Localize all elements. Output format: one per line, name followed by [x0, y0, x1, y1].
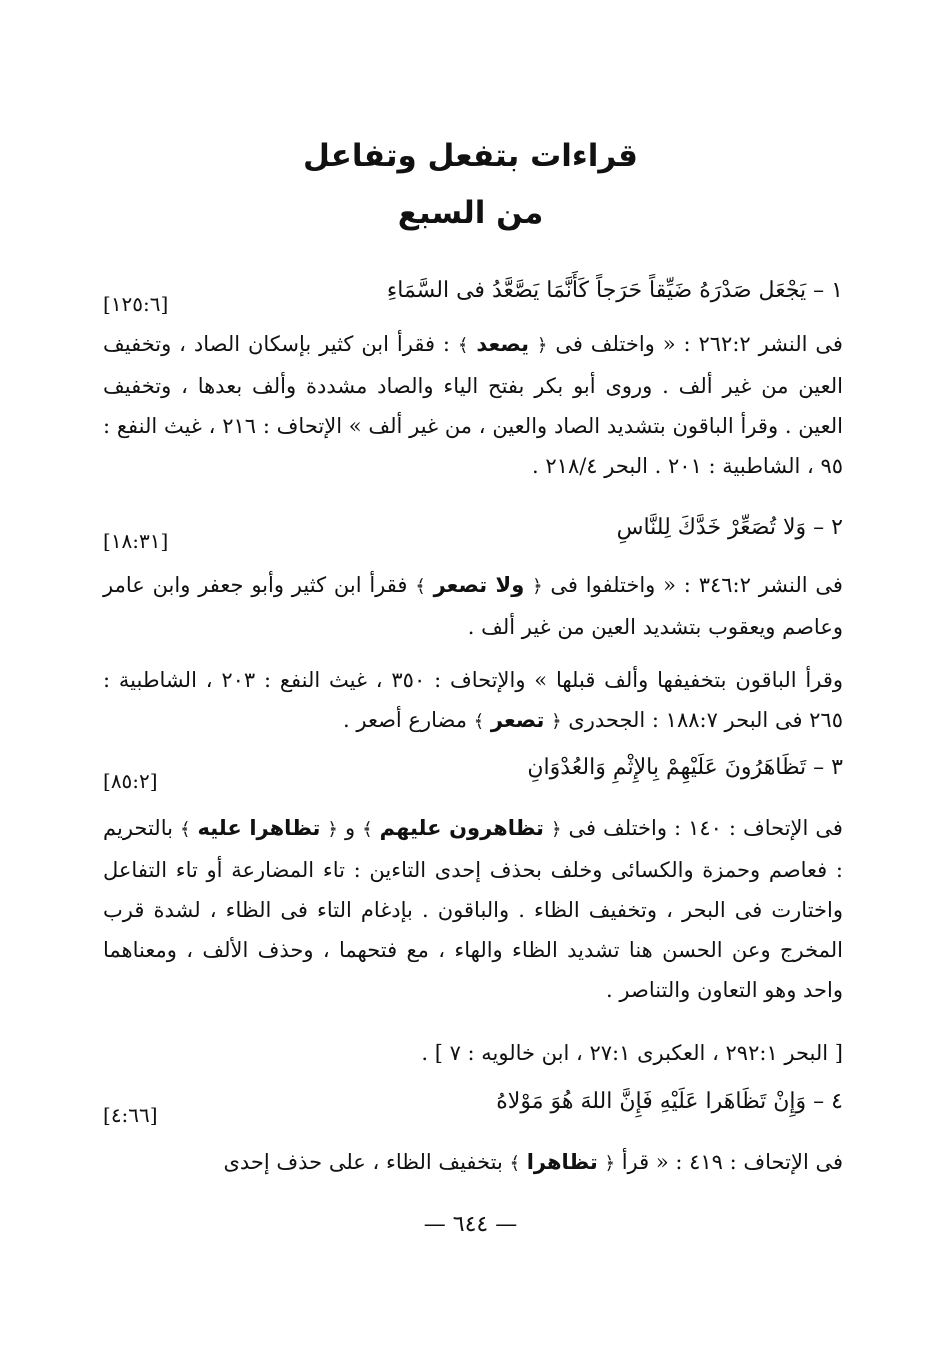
highlighted-word: تظاهرا [526, 1150, 598, 1174]
verse-text: ٢ – وَلا تُصَعِّرْ خَدَّكَ لِلنَّاسِ [616, 515, 843, 540]
verse-line-2 [103, 515, 843, 555]
verse-quote: يَجْعَل صَدْرَهُ ضَيِّقاً حَرَجاً كَأَنَّمَا يَصَّعَّدُ فى السَّمَاءِ [386, 278, 807, 303]
verse-number: ١ [831, 278, 843, 303]
page-number: — ٦٤٤ — [423, 1212, 518, 1237]
verse-line-3 [103, 755, 843, 795]
commentary-paragraph: فى النشر ٢٦٢:٢ : « واختلف فى ﴿ يصعد ﴾ : فقرأ ابن كثير بإسكان الصاد ، وتخفيف العين من غير ألف . وروى أبو بكر بفتح الياء والصاد مشددة وألف بعدها ، وتخفيف العين . وقرأ الباقون بتشديد الصاد والعين ، من غير ألف » الإتحاف : ٢١٦ ، غيث النفع : ٩٥ ، الشاطبية : ٢٠١ . البحر ٢١٨/٤ . [103, 332, 843, 478]
commentary-paragraph: وقرأ الباقون بتخفيفها وألف قبلها » والإتحاف : ٣٥٠ ، غيث النفع : ٢٠٣ ، الشاطبية : ٢٦٥ فى البحر ١٨٨:٧ : الجحدرى ﴿ تصعر ﴾ مضارع أصعر . [103, 668, 844, 732]
verse-number: ٤ [831, 1089, 843, 1114]
page-subtitle: من السبع [397, 195, 544, 231]
highlighted-word: تظاهرون عليهم [379, 816, 544, 840]
verse-quote: وَإِنْ تَظَاهَرا عَلَيْهِ فَإِنَّ اللهَ هُوَ مَوْلاهُ [496, 1089, 807, 1114]
highlighted-word: ولا تصعر [433, 573, 525, 597]
highlighted-word: تصعر [490, 708, 545, 732]
verse-reference: [١٢٥:٦] [103, 292, 169, 316]
verse-text: ٣ – تَظَاهَرُونَ عَلَيْهِمْ بِالإِثْمِ وَالعُدْوَانِ [527, 755, 843, 780]
verse-reference: [١٨:٣١] [103, 529, 169, 553]
verse-text: ٤ – وَإِنْ تَظَاهَرا عَلَيْهِ فَإِنَّ اللهَ هُوَ مَوْلاهُ [496, 1089, 843, 1114]
verse-quote: تَظَاهَرُونَ عَلَيْهِمْ بِالإِثْمِ وَالعُدْوَانِ [527, 755, 807, 780]
verse-number: ٣ [831, 755, 843, 780]
highlighted-word: تظاهرا عليه [197, 816, 321, 840]
page-title: قراءات بتفعل وتفاعل [303, 138, 638, 174]
commentary-paragraph: فى الإتحاف : ٤١٩ : « قرأ ﴿ تظاهرا ﴾ بتخفيف الظاء ، على حذف إحدى [223, 1150, 843, 1174]
commentary-paragraph: فى النشر ٣٤٦:٢ : « واختلفوا فى ﴿ ولا تصعر ﴾ فقرأ ابن كثير وأبو جعفر وابن عامر وعاصم ويعقوب بتشديد العين من غير ألف . [103, 573, 843, 639]
verse-text: ١ – يَجْعَل صَدْرَهُ ضَيِّقاً حَرَجاً كَأَنَّمَا يَصَّعَّدُ فى السَّمَاءِ [386, 278, 843, 303]
citation-line: [ البحر ٢٩٢:١ ، العكبرى ٢٧:١ ، ابن خالويه : ٧ ] . [421, 1041, 843, 1065]
highlighted-word: يصعد [476, 332, 529, 356]
verse-reference: [٨٥:٢] [103, 769, 158, 793]
verse-number: ٢ [831, 515, 843, 540]
commentary-paragraph: فى الإتحاف : ١٤٠ : واختلف فى ﴿ تظاهرون عليهم ﴾ و ﴿ تظاهرا عليه ﴾ بالتحريم : فعاصم وحمزة والكسائى وخلف بحذف إحدى التاءين : تاء المضارعة أو تاء التفاعل واختارت فى البحر ، وتخفيف الظاء . والباقون . بإدغام التاء فى الظاء ، لشدة قرب المخرج وعن الحسن هنا تشديد الظاء والهاء ، مع فتحهما ، وحذف الألف ، ومعناهما واحد وهو التعاون والتناصر . [103, 816, 843, 1002]
verse-quote: وَلا تُصَعِّرْ خَدَّكَ لِلنَّاسِ [616, 515, 807, 540]
verse-reference: [٤:٦٦] [103, 1103, 158, 1127]
verse-line-1 [103, 278, 843, 318]
verse-line-4 [103, 1089, 843, 1129]
